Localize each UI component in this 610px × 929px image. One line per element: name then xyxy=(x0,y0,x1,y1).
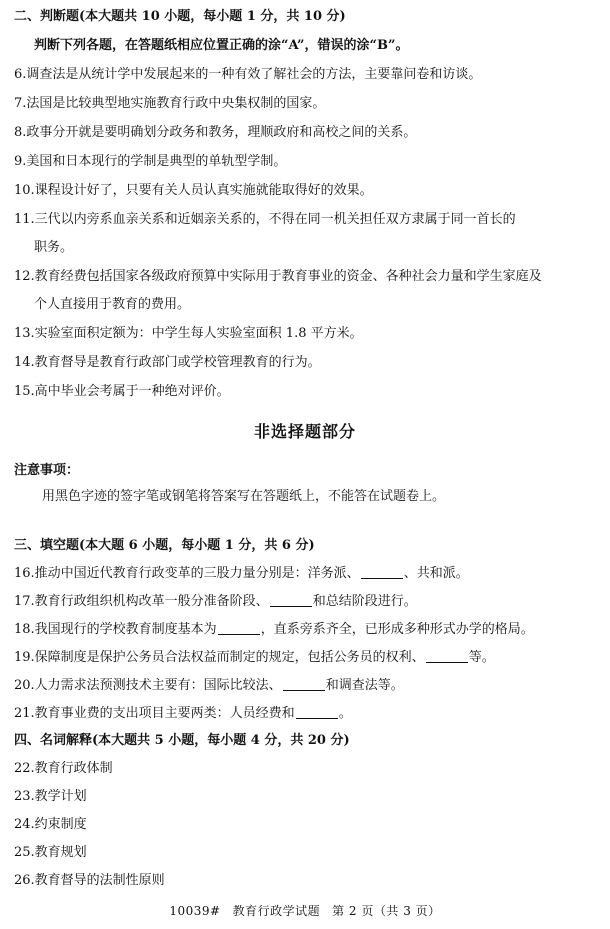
notice-label: 注意事项： xyxy=(14,463,80,478)
question-18-text-end: ，直系旁系齐全，已形成多种形式办学的格局。 xyxy=(260,622,534,637)
question-16-text-end: 、共和派。 xyxy=(403,566,469,581)
question-21-text: 21.教育事业费的支出项目主要两类：人员经费和 xyxy=(14,706,295,721)
question-22: 22.教育行政体制 xyxy=(14,761,113,776)
question-26: 26.教育督导的法制性原则 xyxy=(14,873,165,888)
question-23: 23.教学计划 xyxy=(14,789,87,804)
answer-blank xyxy=(361,566,403,579)
answer-blank xyxy=(296,706,338,719)
question-21-text-end: 。 xyxy=(338,706,352,721)
section2-header: 二、判断题(本大题共 10 小题，每小题 1 分，共 10 分) xyxy=(14,9,346,24)
question-21 xyxy=(14,706,599,722)
answer-blank xyxy=(270,594,312,607)
question-7: 7.法国是比较典型地实施教育行政中央集权制的国家。 xyxy=(14,96,326,111)
question-18 xyxy=(14,622,599,638)
page-footer xyxy=(0,903,610,919)
question-20-text-end: 和调查法等。 xyxy=(325,678,404,693)
question-12-continued: 个人直接用于教育的费用。 xyxy=(34,297,191,312)
question-13: 13.实验室面积定额为：中学生每人实验室面积 1.8 平方米。 xyxy=(14,326,363,341)
question-11: 11.三代以内旁系血亲关系和近姻亲关系的，不得在同一机关担任双方隶属于同一首长的 xyxy=(14,212,516,227)
section3-header: 三、填空题(本大题 6 小题，每小题 1 分，共 6 分) xyxy=(14,538,315,553)
question-16-text: 16.推动中国近代教育行政变革的三股力量分别是：洋务派、 xyxy=(14,566,360,581)
question-8: 8.政事分开就是要明确划分政务和教务，理顺政府和高校之间的关系。 xyxy=(14,125,417,140)
question-14: 14.教育督导是教育行政部门或学校管理教育的行为。 xyxy=(14,355,321,370)
section2-instruction: 判断下列各题，在答题纸相应位置正确的涂“A”，错误的涂“B”。 xyxy=(34,38,409,53)
question-17-text-end: 和总结阶段进行。 xyxy=(312,594,417,609)
question-20-text: 20.人力需求法预测技术主要有：国际比较法、 xyxy=(14,678,282,693)
question-24: 24.约束制度 xyxy=(14,817,87,832)
section4-header: 四、名词解释(本大题共 5 小题，每小题 4 分，共 20 分) xyxy=(14,733,350,748)
exam-subject: 教育行政学试题 xyxy=(232,904,321,918)
nonchoice-title: 非选择题部分 xyxy=(253,422,356,441)
question-18-text: 18.我国现行的学校教育制度基本为 xyxy=(14,622,217,637)
question-6: 6.调查法是从统计学中发展起来的一种有效了解社会的方法，主要靠问卷和访谈。 xyxy=(14,67,482,82)
answer-blank xyxy=(283,678,325,691)
answer-blank xyxy=(218,622,260,635)
question-17-text: 17.教育行政组织机构改革一般分准备阶段、 xyxy=(14,594,269,609)
question-11-continued: 职务。 xyxy=(34,240,74,255)
page-number: 第 2 页（共 3 页） xyxy=(332,904,441,918)
question-19-text: 19.保障制度是保护公务员合法权益而制定的规定，包括公务员的权利、 xyxy=(14,650,425,665)
exam-code: 10039# xyxy=(169,904,221,918)
question-17 xyxy=(14,594,599,610)
question-25: 25.教育规划 xyxy=(14,845,87,860)
question-16 xyxy=(14,566,599,582)
question-9: 9.美国和日本现行的学制是典型的单轨型学制。 xyxy=(14,154,287,169)
question-19 xyxy=(14,650,599,666)
question-15: 15.高中毕业会考属于一种绝对评价。 xyxy=(14,384,230,399)
question-10: 10.课程设计好了，只要有关人员认真实施就能取得好的效果。 xyxy=(14,183,373,198)
answer-blank xyxy=(426,650,468,663)
question-20 xyxy=(14,678,599,694)
question-12: 12.教育经费包括国家各级政府预算中实际用于教育事业的资金、各种社会力量和学生家庭及 xyxy=(14,269,542,284)
notice-text: 用黑色字迹的签字笔或钢笔将答案写在答题纸上，不能答在试题卷上。 xyxy=(42,489,446,504)
question-19-text-end: 等。 xyxy=(468,650,495,665)
